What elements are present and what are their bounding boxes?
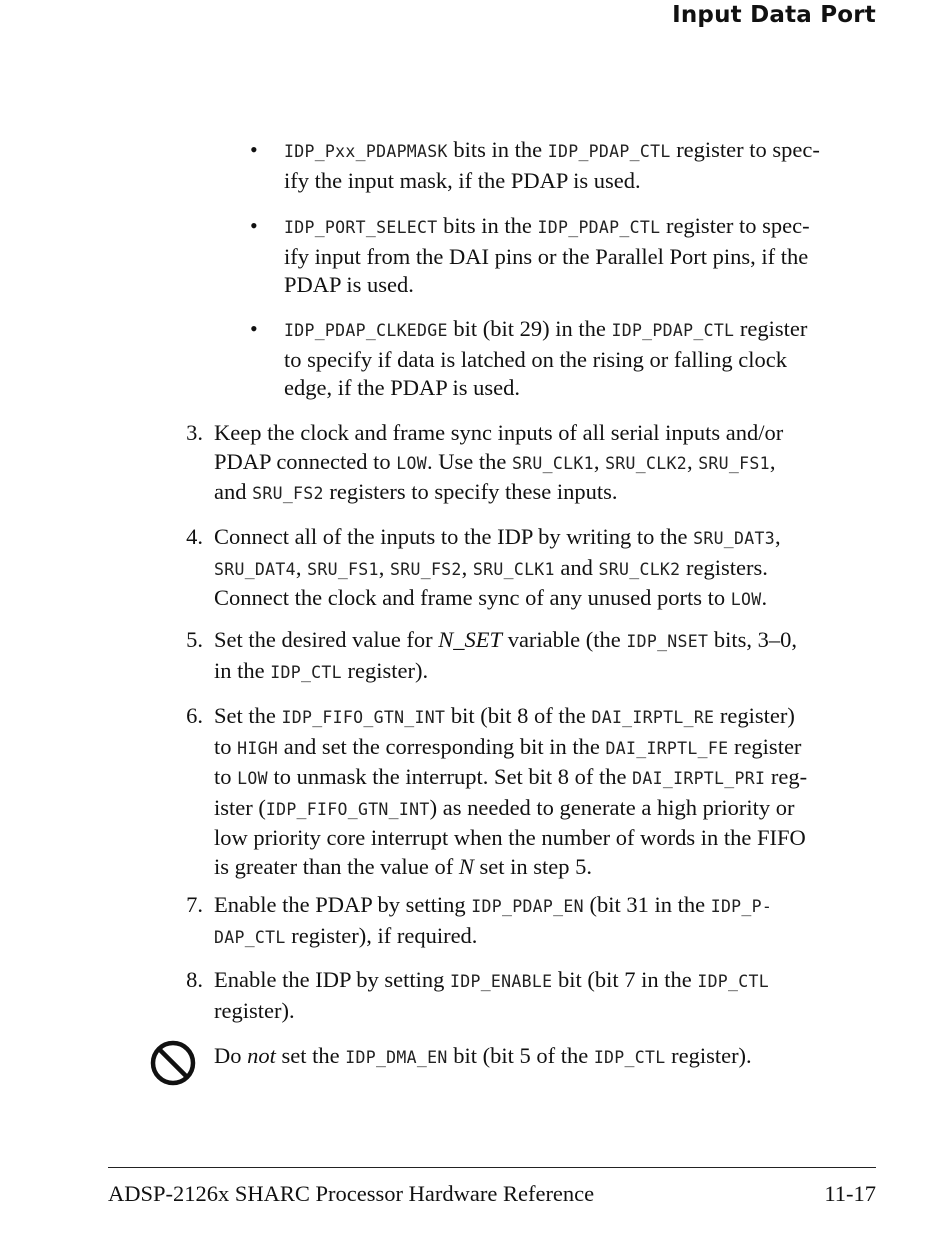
text-line [284,315,807,346]
text-segment: to [214,764,238,789]
text-segment: variable (the [502,627,627,652]
text-segment: . [761,585,768,610]
register-name: SRU_FS1 [698,453,770,473]
text-segment: Enable the PDAP by setting [214,892,472,917]
text-line [284,243,810,272]
text-line [214,1042,752,1073]
text-segment: in the [214,657,271,683]
text-line [284,346,807,375]
text-line [284,167,820,196]
text-segment: register [734,316,808,341]
text-segment: register), if required. [285,922,478,948]
register-name: IDP_DMA_EN [345,1048,448,1067]
register-name: HIGH [237,738,279,758]
bullet-item-clkedge [284,315,807,403]
text-line [214,853,807,882]
bullet-item-port-select [284,212,810,300]
prohibition-icon [150,1040,196,1086]
register-name: IDP_PORT_SELECT [284,218,438,237]
step-6-text [214,702,807,881]
text-segment: bit (bit 29) in the [447,316,612,341]
text-line [214,733,807,764]
text-segment: is greater than the value of [214,853,459,879]
register-name: LOW [237,769,268,788]
register-name: DAP_CTL [214,927,286,947]
step-8-text [214,966,769,1025]
text-line [284,136,820,167]
text-line [214,478,783,509]
register-name: IDP_FIFO_GTN_INT [265,799,430,819]
text-line [214,657,797,688]
emphasis-text: not [247,1043,276,1068]
register-name: SRU_CLK1 [511,453,594,473]
text-segment: bits, 3–0, [708,627,798,652]
emphasis-text: N [458,853,474,879]
text-segment: ify the input mask, if the PDAP is used. [284,167,641,193]
step-3-text [214,419,783,509]
text-segment: Connect the clock and frame sync of any unused ports to [214,585,731,610]
text-segment: to specify if data is latched on the rising or falling clock [284,346,787,372]
text-segment: to unmask the interrupt. Set bit 8 of the [267,764,633,789]
text-segment: bit (bit 8 of the [445,703,592,728]
step-number: 8. [186,967,203,992]
text-segment: edge, if the PDAP is used. [284,375,521,400]
text-segment: bit (bit 5 of the [447,1043,594,1068]
register-name: SRU_FS2 [390,559,462,579]
text-line [284,374,807,403]
register-name: IDP_CTL [697,972,769,991]
text-segment: . Use the [426,448,512,474]
text-line [214,419,783,448]
register-name: SRU_CLK2 [605,453,687,473]
step-4-text [214,523,781,615]
step-5-text [214,626,797,687]
text-segment: to [214,733,238,759]
text-segment: Enable the IDP by setting [214,967,450,992]
text-segment: , [593,448,606,474]
text-segment: Connect all of the inputs to the IDP by writing to the [214,524,694,549]
text-segment: register to spec- [660,213,810,238]
text-line [214,997,769,1026]
text-segment: PDAP is used. [284,272,414,297]
text-line [214,891,772,922]
text-line [284,271,810,300]
text-segment: register). [214,997,295,1023]
text-line [214,554,781,585]
register-name: IDP_CTL [593,1048,666,1067]
text-segment: ister ( [214,794,266,820]
step-number: 6. [186,703,203,728]
text-segment: reg- [765,764,808,789]
register-name: LOW [730,590,762,609]
register-name: IDP_PDAP_CLKEDGE [284,321,448,340]
bullet-marker: • [250,137,258,162]
register-name: SRU_DAT4 [214,559,296,579]
text-segment: , [774,524,781,549]
register-name: IDP_PDAP_CTL [547,142,671,161]
bullet-marker: • [250,316,258,341]
text-line [214,448,783,479]
text-line [214,763,807,794]
warning-text [214,1042,752,1073]
text-segment: , [686,448,699,474]
text-line [214,626,797,657]
register-name: SRU_CLK1 [472,559,555,579]
text-segment: register [728,733,802,759]
text-segment: , [295,554,308,580]
register-name: DAI_IRPTL_FE [605,738,729,758]
text-segment: ) as needed to generate a high priority or [429,794,795,820]
text-segment: PDAP connected to [214,448,397,474]
text-segment: Set the [214,703,282,728]
register-name: IDP_CTL [270,662,342,682]
text-line [214,966,769,997]
page-header-title: Input Data Port [672,2,876,28]
footer-book-title: ADSP-2126x SHARC Processor Hardware Reference [108,1181,595,1206]
register-name: IDP_P- [710,897,773,916]
register-name: IDP_PDAP_CTL [537,218,661,237]
text-segment: , [378,554,391,580]
text-line [214,794,807,825]
text-segment: (bit 31 in the [583,892,711,917]
text-segment: registers to specify these inputs. [323,479,618,504]
step-number: 3. [186,420,203,445]
text-line [214,584,781,615]
step-number: 5. [186,627,203,652]
text-line [284,212,810,243]
register-name: LOW [396,453,427,473]
register-name: IDP_PDAP_CTL [611,321,735,340]
register-name: DAI_IRPTL_RE [591,708,715,727]
text-segment: register). [665,1043,752,1068]
text-segment: set in step 5. [473,853,593,879]
text-segment: and [554,554,599,580]
register-name: IDP_PDAP_EN [471,897,584,916]
text-segment: register). [341,657,429,683]
text-segment: bit (bit 7 in the [552,967,698,992]
step-number: 4. [186,524,203,549]
register-name: SRU_DAT3 [693,529,775,548]
text-line [214,824,807,853]
emphasis-text: N_SET [438,627,503,652]
text-line [214,523,781,554]
register-name: IDP_FIFO_GTN_INT [281,708,446,727]
text-segment: and [214,479,253,504]
text-line [214,702,807,733]
text-segment: , [769,448,776,474]
register-name: SRU_FS1 [307,559,379,579]
text-segment: Set the desired value for [214,627,439,652]
text-segment: Keep the clock and frame sync inputs of all serial inputs and/or [214,420,784,445]
register-name: SRU_CLK2 [598,559,681,579]
text-segment: and set the corresponding bit in the [278,733,606,759]
footer-divider [108,1167,876,1168]
bullet-marker: • [250,213,258,238]
text-segment: register to spec- [670,137,820,162]
text-segment: bits in the [447,137,548,162]
text-segment: register) [714,703,795,728]
text-segment: bits in the [437,213,538,238]
step-7-text [214,891,772,952]
text-segment: registers. [680,554,768,580]
register-name: IDP_Pxx_PDAPMASK [284,142,448,161]
register-name: IDP_ENABLE [450,972,553,991]
text-line [214,922,772,953]
text-segment: Do [214,1043,248,1068]
register-name: DAI_IRPTL_PRI [632,769,766,788]
text-segment: low priority core interrupt when the number of words in the FIFO [214,825,806,850]
text-segment: set the [275,1043,346,1068]
register-name: IDP_NSET [626,632,709,651]
text-segment: , [461,554,473,580]
text-segment: ify input from the DAI pins or the Parallel Port pins, if the [284,243,809,269]
bullet-item-pdapmask [284,136,820,195]
footer-page-number: 11-17 [824,1181,876,1206]
register-name: SRU_FS2 [252,484,324,503]
step-number: 7. [186,892,203,917]
